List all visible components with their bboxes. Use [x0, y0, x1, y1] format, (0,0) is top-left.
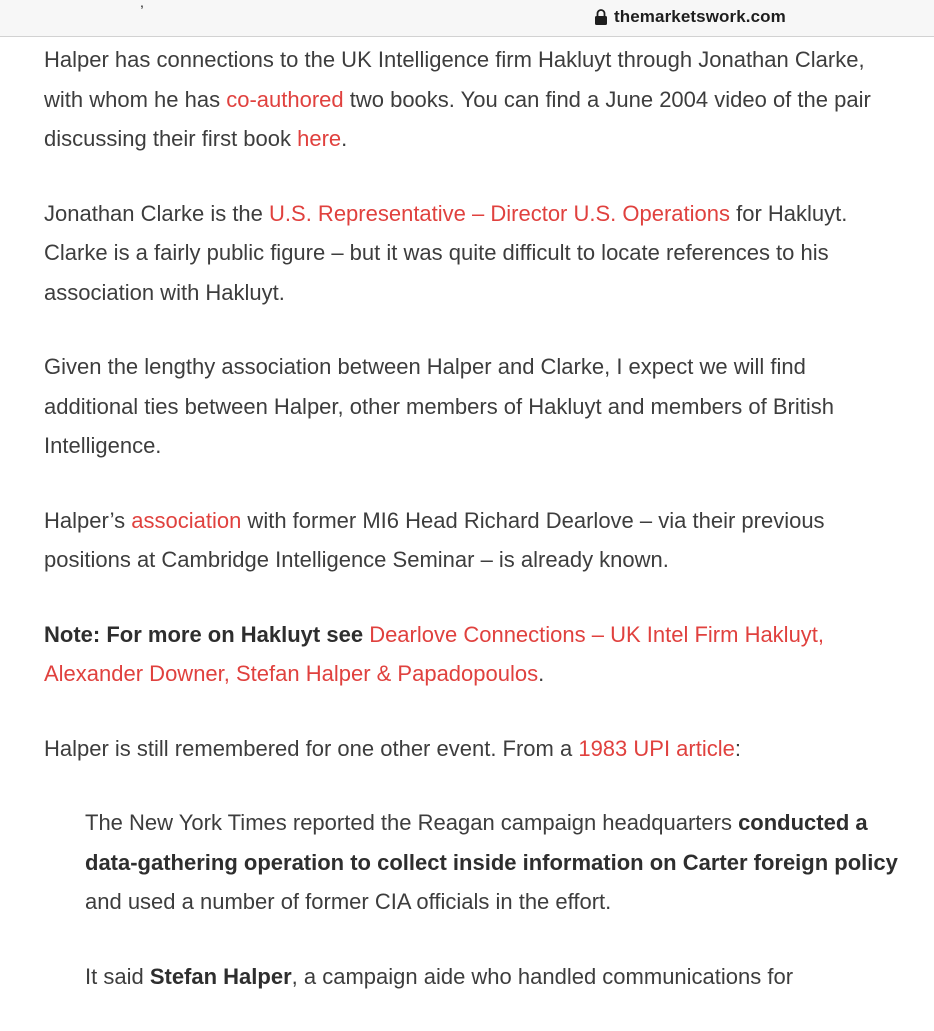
url-display[interactable] — [594, 7, 786, 27]
upi-article-link[interactable]: 1983 UPI article — [578, 735, 735, 761]
paragraph — [44, 501, 904, 580]
text: Jonathan Clarke is the — [44, 200, 270, 226]
bold-text: conducted a data-gathering operation to collect inside information on Carter foreign policy — [85, 810, 898, 875]
us-representative-link[interactable]: U.S. Representative – Director U.S. Operations — [269, 200, 730, 226]
url-text: themarketswork.com — [614, 7, 786, 26]
cut-off-glyph: , — [140, 0, 144, 10]
text: . — [341, 126, 348, 151]
text: Halper is still remembered for one other event. From a — [44, 735, 579, 761]
text: two books. You can find a June 2004 video of the pair discussing their first book — [44, 86, 871, 151]
text: Given the lengthy association between Halper and Clarke, I expect we will find additional ties between Halper, other members of Hakluyt and members of British Intelligence. — [44, 354, 834, 458]
article-body — [44, 40, 904, 1031]
co-authored-link[interactable]: co-authored — [226, 86, 344, 112]
lock-icon — [594, 8, 608, 26]
association-link[interactable]: association — [131, 507, 242, 533]
note-label: Note: For more on Hakluyt see — [44, 621, 370, 647]
paragraph — [44, 40, 904, 159]
text: , a campaign aide who handled communications for — [291, 963, 794, 989]
here-link[interactable]: here — [297, 126, 342, 151]
blockquote — [85, 803, 904, 996]
paragraph — [44, 194, 904, 313]
text: with former MI6 Head Richard Dearlove – via their previous positions at Cambridge Intelligence Seminar – is already known. — [44, 507, 825, 572]
paragraph — [44, 347, 904, 466]
quote-paragraph — [85, 803, 904, 922]
text: Halper has connections to the UK Intelligence firm Hakluyt through Jonathan Clarke, with whom he has — [44, 47, 865, 112]
text: . — [538, 661, 545, 686]
dearlove-connections-link[interactable]: Dearlove Connections – UK Intel Firm Hakluyt, Alexander Downer, Stefan Halper & Papadopoulos — [44, 621, 825, 686]
paragraph — [44, 729, 904, 769]
text: Halper’s — [44, 507, 132, 533]
bold-text: Stefan Halper — [149, 963, 292, 989]
text: and used a number of former CIA officials in the effort. — [85, 889, 612, 914]
text: The New York Times reported the Reagan campaign headquarters — [85, 810, 739, 835]
note-paragraph — [44, 615, 904, 694]
text: : — [734, 735, 741, 761]
text: It said — [85, 963, 150, 989]
quote-paragraph — [85, 957, 904, 997]
browser-address-bar[interactable] — [0, 0, 934, 37]
text: for Hakluyt. Clarke is a fairly public figure – but it was quite difficult to locate references to his association with Hakluyt. — [44, 200, 848, 305]
